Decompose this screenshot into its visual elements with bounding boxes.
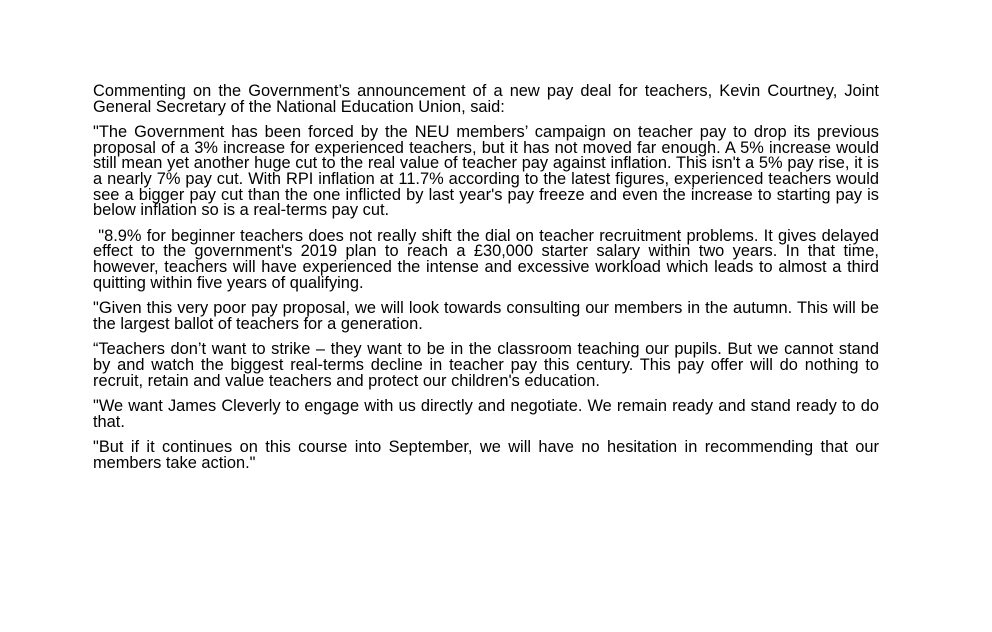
quote-paragraph-negotiate: "We want James Cleverly to engage with us directly and negotiate. We remain ready and stand ready to do that.	[93, 397, 879, 431]
quote-paragraph-recruitment: "8.9% for beginner teachers does not really shift the dial on teacher recruitment problems. It gives delayed effect to the government's 2019 plan to reach a £30,000 starter salary within two years. In that time, however, teachers will have experienced the intense and excessive workload which leads to almost a third quitting within five years of qualifying.	[93, 226, 884, 292]
quote-paragraph-pay-cut: "The Government has been forced by the NEU members’ campaign on teacher pay to drop its previous proposal of a 3% increase for experienced teachers, but it has not moved far enough. A 5% increase would still mean yet another huge cut to the real value of teacher pay against inflation. This isn't a 5% pay rise, it is a nearly 7% pay cut. With RPI inflation at 11.7% according to the latest figures, experienced teachers would see a bigger pay cut than the one inflicted by last year's pay freeze and even the increase to starting pay is below inflation so is a real-terms pay cut.	[93, 123, 879, 220]
statement-document	[93, 82, 884, 481]
intro-paragraph: Commenting on the Government’s announcement of a new pay deal for teachers, Kevin Courtney, Joint General Secretary of the National Education Union, said:	[93, 82, 879, 116]
quote-paragraph-strike: “Teachers don’t want to strike – they want to be in the classroom teaching our pupils. But we cannot stand by and watch the biggest real-terms decline in teacher pay this century. This pay offer will do nothing to recruit, retain and value teachers and protect our children's education.	[93, 340, 879, 390]
quote-paragraph-action: "But if it continues on this course into September, we will have no hesitation in recommending that our members take action."	[93, 438, 879, 472]
quote-paragraph-ballot: "Given this very poor pay proposal, we will look towards consulting our members in the autumn. This will be the largest ballot of teachers for a generation.	[93, 299, 879, 333]
